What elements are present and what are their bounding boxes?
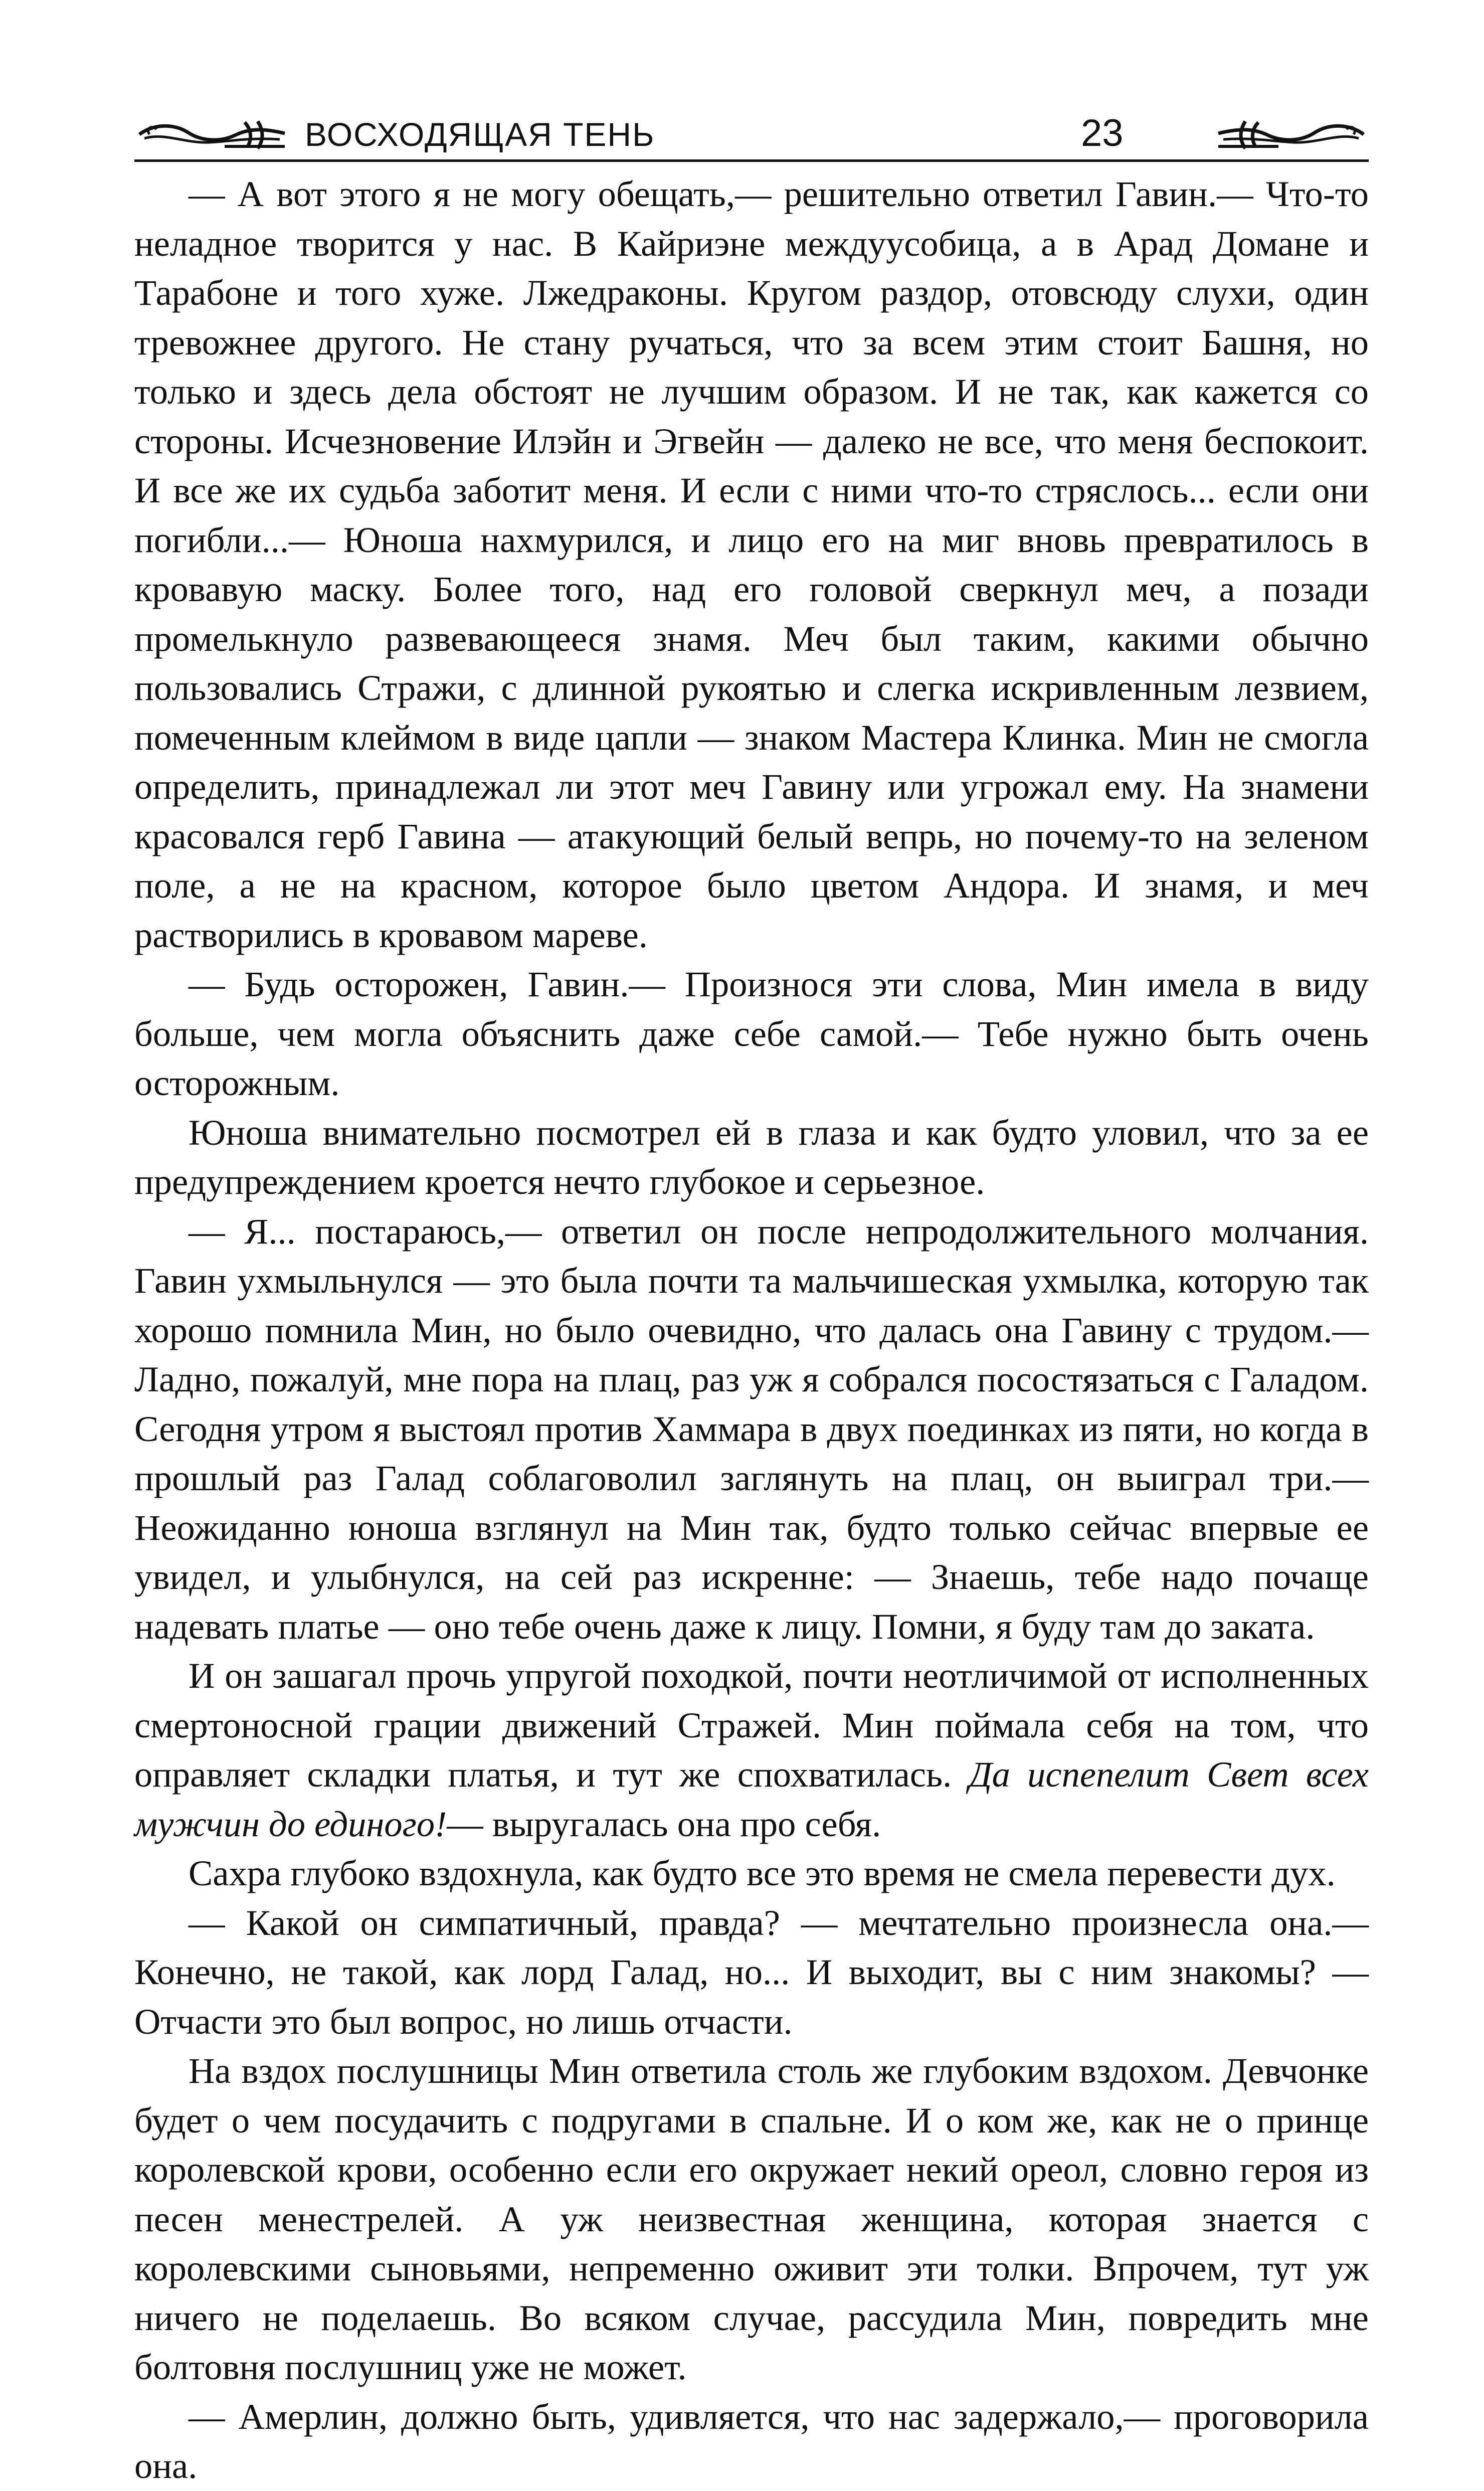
paragraph: На вздох послушницы Мин ответила столь же глубоким вздохом. Девчонке будет о чем посудачить с подругами в спальне. И о ком же, как не о принце королевской крови, особенно если его окружает некий ореол, словно героя из песен менестрелей. А уж неизвестная женщина, которая знается с королевскими сыновьями, непременно оживит эти толки. Впрочем, тут уж ничего не поделаешь. Во всяком случае, рассудила Мин, повредить мне болтовня послушниц уже не может. (134, 2050, 1369, 2387)
scroll-ornament-icon (134, 113, 290, 153)
paragraph: Сахра глубоко вздохнула, как будто все это время не смела перевести дух. (189, 1853, 1336, 1893)
paragraph: — Какой он симпатичный, правда? — мечтательно произнесла она.— Конечно, не такой, как лорд Галад, но... И выходит, вы с ним знакомы? — Отчасти это был вопрос, но лишь отчасти. (134, 1902, 1369, 2042)
paragraph-text: И он зашагал прочь упругой походкой, почти неотличимой от исполненных смертоносной грации движений Стражей. Мин поймала себя на том, что оправляет складки платья, и тут же спохватилась. (134, 1655, 1369, 1795)
paragraph: — Амерлин, должно быть, удивляется, что нас задержало,— проговорила она. (134, 2396, 1369, 2486)
paragraph (134, 1651, 1369, 1849)
scroll-ornament-icon (1213, 113, 1369, 153)
running-header (134, 109, 1369, 164)
italic-exclamation: Да испепелит Свет всех мужчин до единого! (134, 1754, 1369, 1844)
body-text (134, 169, 1369, 2491)
paragraph: — Будь осторожен, Гавин.— Произнося эти слова, Мин имела в виду больше, чем могла объяснить даже себе самой.— Тебе нужно быть очень осторожным. (134, 964, 1369, 1103)
paragraph: Юноша внимательно посмотрел ей в глаза и как будто уловил, что за ее предупреждением кроется нечто глубокое и серьезное. (134, 1112, 1369, 1202)
running-title: ВОСХОДЯЩАЯ ТЕНЬ (305, 116, 655, 153)
paragraph: — А вот этого я не могу обещать,— решительно ответил Гавин.— Что-то неладное творится у нас. В Кайриэне междуусобица, а в Арад Домане и Тарабоне и того хуже. Лжедраконы. Кругом раздор, отовсюду слухи, один тревожнее другого. Не стану ручаться, что за всем этим стоит Башня, но только и здесь дела обстоят не лучшим образом. И не так, как кажется со стороны. Исчезновение Илэйн и Эгвейн — далеко не все, что меня беспокоит. И все же их судьба заботит меня. И если с ними что-то стряслось... если они погибли...— Юноша нахмурился, и лицо его на миг вновь превратилось в кровавую маску. Более того, над его головой сверкнул меч, а позади промелькнуло развевающееся знамя. Меч был таким, какими обычно пользовались Стражи, с длинной рукоятью и слегка искривленным лезвием, помеченным клеймом в виде цапли — знаком Мастера Клинка. Мин не смогла определить, принадлежал ли этот меч Гавину или угрожал ему. На знамени красовался герб Гавина — атакующий белый вепрь, но почему-то на зеленом поле, а не на красном, которое было цветом Андора. И знамя, и меч растворились в кровавом мареве. (134, 173, 1369, 955)
paragraph: — Я... постараюсь,— ответил он после непродолжительного молчания. Гавин ухмыльнулся — это была почти та мальчишеская ухмылка, которую так хорошо помнила Мин, но было очевидно, что далась она Гавину с трудом.— Ладно, пожалуй, мне пора на плац, раз уж я собрался посостязаться с Галадом. Сегодня утром я выстоял против Хаммара в двух поединках из пяти, но когда в прошлый раз Галад соблаговолил заглянуть на плац, он выиграл три.— Неожиданно юноша взглянул на Мин так, будто только сейчас впервые ее увидел, и улыбнулся, на сей раз искренне: — Знаешь, тебе надо почаще надевать платье — оно тебе очень даже к лицу. Помни, я буду там до заката. (134, 1210, 1369, 1647)
paragraph-text: — выругалась она про себя. (447, 1803, 881, 1844)
page-number: 23 (1081, 112, 1124, 154)
header-rule (134, 159, 1369, 162)
